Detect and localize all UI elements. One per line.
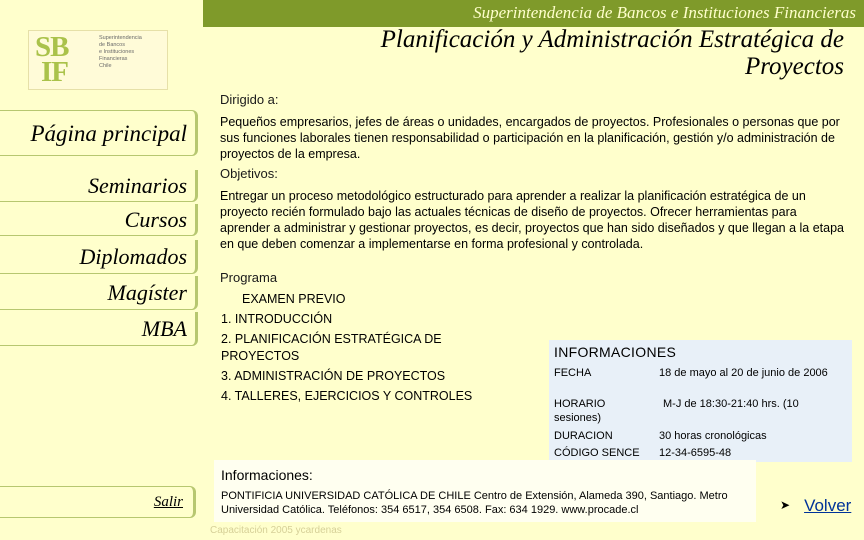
nav-diplomados[interactable]: Diplomados <box>0 240 198 274</box>
programa-heading: Programa <box>220 270 278 285</box>
logo-line: Chile <box>99 63 112 69</box>
info-value: 18 de mayo al 20 de junio de 2006 <box>659 367 828 379</box>
objetivos-text: Entregar un proceso metodológico estructurado para aprender a realizar la planificación estratégica de un proyecto recién formulado bajo las actuales técnicas de diseño de proyectos. Ofrecer herramientas para aprender a administrar y gestionar proyectos, es decir, proyectos que han sido diseñados y que llegan a la etapa en que deben comenzar a implementarse en forma profesional y controlada. <box>220 189 844 251</box>
nav-home[interactable]: Página principal <box>0 110 198 156</box>
informaciones-box <box>549 340 852 462</box>
info-key: DURACION <box>554 430 613 442</box>
footer-heading: Informaciones: <box>221 467 313 483</box>
info-value: 12-34-6595-48 <box>659 447 732 459</box>
sidebar <box>0 0 203 540</box>
logo-monogram <box>35 31 93 88</box>
footer-text: PONTIFICIA UNIVERSIDAD CATÓLICA DE CHILE Centro de Extensión, Alameda 390, Santiago. Metro Universidad Católica. Teléfonos: 354 6517, 354 6508. Fax: 634 1929. www.procade.cl <box>221 490 728 516</box>
dirigido-heading: Dirigido a: <box>220 92 279 107</box>
info-value: 30 horas cronológicas <box>659 430 767 442</box>
back-link[interactable] <box>780 496 851 516</box>
copyright: Capacitación 2005 ycardenas <box>210 525 342 536</box>
objetivos-heading: Objetivos: <box>220 166 278 181</box>
info-key: FECHA <box>554 367 592 379</box>
info-key: HORARIO sesiones) <box>554 398 606 424</box>
logo-line: Financieras <box>99 56 128 62</box>
org-name: Superintendencia de Bancos e Instituciones Financieras <box>473 3 856 22</box>
arrow-bullet-icon: ➤ <box>780 498 791 512</box>
informaciones-title: INFORMACIONES <box>554 344 677 360</box>
programa-item: EXAMEN PREVIO <box>242 292 346 306</box>
nav-mba[interactable]: MBA <box>0 312 198 346</box>
programa-item: 1. INTRODUCCIÓN <box>221 312 333 326</box>
info-value: M-J de 18:30-21:40 hrs. (10 <box>663 398 799 410</box>
header-bar <box>203 0 864 27</box>
programa-item: 2. PLANIFICACIÓN ESTRATÉGICA DE <box>221 332 442 346</box>
exit-link[interactable] <box>0 486 196 518</box>
logo-line: de Bancos <box>99 42 125 48</box>
back-label[interactable]: Volver <box>804 496 852 515</box>
nav-seminarios[interactable]: Seminarios <box>0 170 198 202</box>
footer-info <box>214 460 756 522</box>
sbif-logo <box>28 30 168 90</box>
nav-magister[interactable]: Magíster <box>0 276 198 310</box>
programa-item: PROYECTOS <box>221 349 300 363</box>
exit-label[interactable]: Salir <box>153 494 183 510</box>
logo-monogram-bottom: IF <box>41 56 68 88</box>
dirigido-text: Pequeños empresarios, jefes de áreas o unidades, encargados de proyectos. Profesionales o personas que por sus funciones laborales tienen responsabilidad o participación en la planificación, gestión y/o administración de proyectos de la empresa. <box>220 115 840 161</box>
page-title: Planificación y Administración Estratégica de Proyectos <box>380 26 844 80</box>
logo-line: e Instituciones <box>99 49 135 55</box>
info-key: CÓDIGO SENCE <box>554 447 640 459</box>
nav-cursos[interactable]: Cursos <box>0 204 198 236</box>
logo-text <box>99 35 167 70</box>
programa-item: 3. ADMINISTRACIÓN DE PROYECTOS <box>221 369 446 383</box>
logo-line: Superintendencia <box>99 35 142 41</box>
logo-monogram-top: SB <box>35 31 69 63</box>
programa-item: 4. TALLERES, EJERCICIOS Y CONTROLES <box>221 389 473 403</box>
